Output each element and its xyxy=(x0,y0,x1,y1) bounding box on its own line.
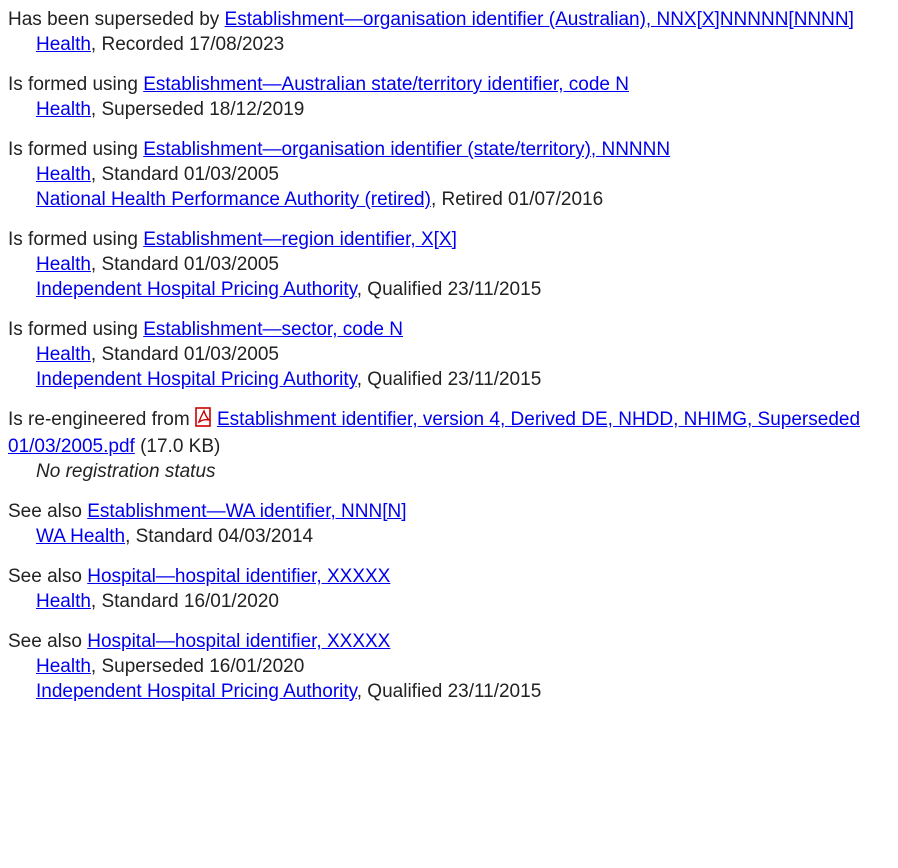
registration-authority-link[interactable]: Health xyxy=(36,344,91,365)
relations-list xyxy=(8,7,888,719)
status-text: , Qualified 23/11/2015 xyxy=(356,681,542,702)
status-text: , Superseded 16/01/2020 xyxy=(90,656,305,677)
registration-authority-link[interactable]: Health xyxy=(36,591,91,612)
status-text: , Qualified 23/11/2015 xyxy=(356,369,542,390)
relation-type: See also xyxy=(8,631,82,652)
status-text: , Recorded 17/08/2023 xyxy=(90,34,285,55)
relation-item xyxy=(8,629,888,704)
related-item-link[interactable]: Establishment—Australian state/territory identifier, code N xyxy=(143,74,629,95)
registration-authority-link[interactable]: National Health Performance Authority (retired) xyxy=(36,189,431,210)
relation-item xyxy=(8,137,888,212)
status-text: , Superseded 18/12/2019 xyxy=(90,99,305,120)
related-item-link[interactable]: Establishment—organisation identifier (Australian), NNX[X]NNNNN[NNNN] xyxy=(224,9,854,30)
status-text: , Standard 01/03/2005 xyxy=(90,164,279,185)
registration-authority-link[interactable]: Health xyxy=(36,99,91,120)
relation-item xyxy=(8,72,888,122)
registration-status xyxy=(8,654,888,679)
status-text: , Standard 01/03/2005 xyxy=(90,254,279,275)
related-item-link[interactable]: Establishment—sector, code N xyxy=(143,319,403,340)
registration-status xyxy=(8,187,888,212)
registration-status xyxy=(8,162,888,187)
registration-status xyxy=(8,252,888,277)
relation-item xyxy=(8,499,888,549)
registration-status xyxy=(8,32,888,57)
status-text: , Standard 01/03/2005 xyxy=(90,344,279,365)
related-item-link[interactable]: Hospital—hospital identifier, XXXXX xyxy=(87,631,391,652)
relation-type: Is formed using xyxy=(8,74,138,95)
relation-type: See also xyxy=(8,501,82,522)
related-item-link[interactable]: Establishment—WA identifier, NNN[N] xyxy=(87,501,407,522)
registration-authority-link[interactable]: Independent Hospital Pricing Authority xyxy=(36,279,357,300)
registration-authority-link[interactable]: Independent Hospital Pricing Authority xyxy=(36,369,357,390)
registration-authority-link[interactable]: Health xyxy=(36,34,91,55)
relation-type: See also xyxy=(8,566,82,587)
relation-type: Is re-engineered from xyxy=(8,409,190,430)
relation-type: Has been superseded by xyxy=(8,9,220,30)
related-item-link[interactable]: Establishment—region identifier, X[X] xyxy=(143,229,457,250)
status-text: , Qualified 23/11/2015 xyxy=(356,279,542,300)
status-text: , Standard 16/01/2020 xyxy=(90,591,279,612)
registration-status: No registration status xyxy=(36,461,216,482)
registration-authority-link[interactable]: Independent Hospital Pricing Authority xyxy=(36,681,357,702)
registration-authority-link[interactable]: Health xyxy=(36,656,91,677)
relation-item xyxy=(8,407,888,484)
file-size: (17.0 KB) xyxy=(134,436,221,457)
registration-status xyxy=(8,277,888,302)
relation-type: Is formed using xyxy=(8,139,138,160)
related-item-link[interactable]: Establishment—organisation identifier (state/territory), NNNNN xyxy=(143,139,671,160)
registration-status xyxy=(8,342,888,367)
status-text: , Standard 04/03/2014 xyxy=(125,526,314,547)
relation-item xyxy=(8,317,888,392)
registration-status xyxy=(8,524,888,549)
relation-item xyxy=(8,564,888,614)
registration-status xyxy=(8,589,888,614)
registration-authority-link[interactable]: Health xyxy=(36,254,91,275)
registration-authority-link[interactable]: Health xyxy=(36,164,91,185)
pdf-file-icon xyxy=(195,407,213,434)
relation-type: Is formed using xyxy=(8,229,138,250)
relation-item xyxy=(8,227,888,302)
registration-status xyxy=(8,679,888,704)
relation-type: Is formed using xyxy=(8,319,138,340)
relation-item xyxy=(8,7,888,57)
registration-status xyxy=(8,97,888,122)
status-text: , Retired 01/07/2016 xyxy=(430,189,604,210)
related-item-link[interactable]: Establishment identifier, version 4, Derived DE, NHDD, NHIMG, Superseded 01/03/2005.pdf xyxy=(8,409,861,457)
registration-authority-link[interactable]: WA Health xyxy=(36,526,126,547)
related-item-link[interactable]: Hospital—hospital identifier, XXXXX xyxy=(87,566,391,587)
registration-status xyxy=(8,367,888,392)
